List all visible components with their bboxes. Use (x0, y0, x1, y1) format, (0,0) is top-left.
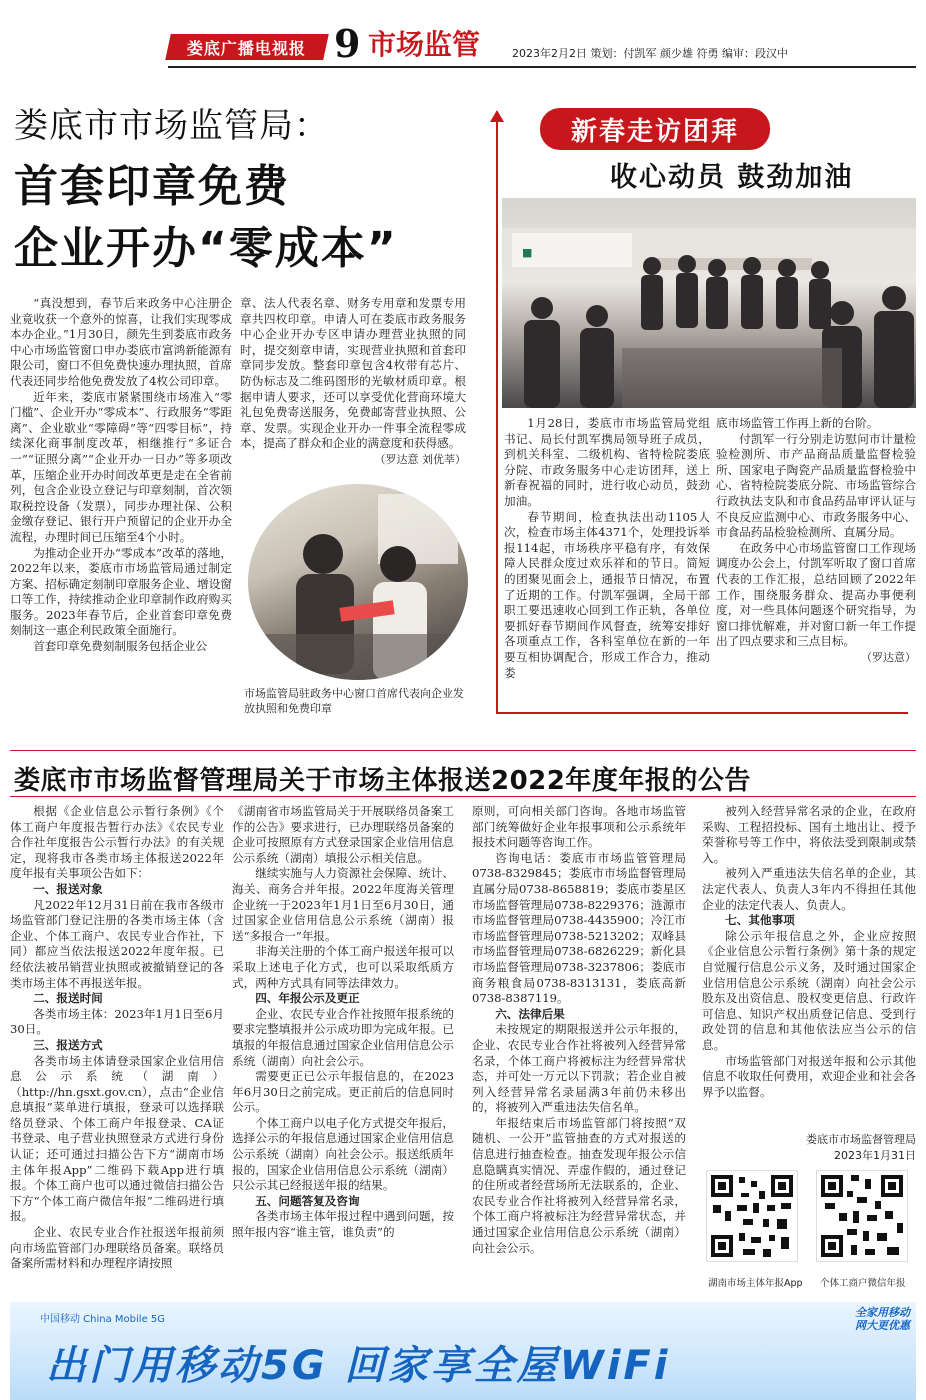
notice-para: 除公示年报信息之外，企业应按照《企业信息公示暂行条例》第十条的规定自觉履行信息公示义务，及时通过国家企业信用信息公示系统（湖南）向社会公示股东及出资信息、股权变更信息、行政许可信息、知识产权出质登记信息、受到行政处罚的信息和其他依法应当公示的信息。 (702, 928, 916, 1052)
lead-para: 章、法人代表名章、财务专用章和发票专用章共四枚印章。申请人可在娄底市政务服务中心企业开办专区申请办理营业执照的同时，提交刻章申请，实现营业执照和首套印章同步发放。整套印章包含4枚带有芯片、防伪标志及二维码图形的光敏材质印章。根据申请人要求，还可以享受优化营商环境大礼包免费寄送服务，免费邮寄营业执照、公章、发票。实现企业开办一件事全流程零成本，提高了群众和企业的满意度和获得感。 (240, 296, 466, 451)
notice-para: 各类市场主体：2023年1月1日至6月30日。 (10, 1006, 224, 1037)
notice-signer: 娄底市市场监督管理局 (806, 1133, 916, 1146)
photo-people-illustration (248, 484, 468, 680)
notice-para: 继续实施与人力资源社会保障、统计、海关、商务合并年报。2022年度海关管理企业统一于2023年1月1日至6月30日，通过国家企业信用信息公示系统（湖南）报送“多报合一”年报。 (232, 866, 454, 943)
app-qr-label: 湖南市场主体年报App (708, 1278, 803, 1289)
paper-name-badge (165, 34, 329, 60)
lead-photo-caption: 市场监管局驻政务中心窗口首席代表向企业发放执照和免费印章 (244, 687, 464, 715)
notice-subheading: 三、报送方式 (33, 1037, 103, 1052)
lead-column-1 (10, 296, 232, 724)
visit-para: 底市场监管工作再上新的台阶。 (716, 416, 879, 430)
notice-para: 凡2022年12月31日前在我市各级市场监管部门登记注册的各类市场主体（含企业、个体工商户、农民专业合作社，下同）都应当依法报送2022年度年报。已经依法被吊销营业执照或被撤销登记的各类市场主体不再报送年报。 (10, 897, 224, 990)
notice-column-3 (472, 804, 686, 1296)
notice-subheading: 七、其他事项 (725, 913, 795, 928)
notice-para: 被列入严重违法失信名单的企业，其法定代表人、负责人3年内不得担任其他企业的法定代表人、负责人。 (702, 866, 916, 912)
visit-subheadline: 收心动员 鼓劲加油 (610, 162, 854, 193)
qr-code-icon (707, 1171, 797, 1261)
notice-column-2 (232, 804, 454, 1296)
wechat-qr-label: 个体工商户微信年报 (820, 1278, 906, 1289)
lead-para: 近年来，娄底市紧紧围绕市场准入“零门槛”、企业开办“零成本”、行政服务“零距离”、企业歇业“零障碍”等“四零目标”，持续深化商事制度改革，相继推行“多证合一”“证照分离”“企业开办一日办”等多项改革，压缩企业开办时间改革更是走在全省前列，包含企业设立登记与印章刻制，首次领取税控设备（发票），同步办理社保、公积金缴存登记、银行开户预留记的企业开办全流程，办理时间已压缩至4个小时。 (10, 389, 232, 544)
notice-para: 市场监管部门对报送年报和公示其他信息不收取任何费用，欢迎企业和社会各界予以监督。 (702, 1053, 916, 1099)
lead-byline: （罗达意 刘优莘） (374, 452, 466, 466)
notice-para: 需要更正已公示年报信息的，在2023年6月30日之前完成。更正前后的信息同时公示。 (232, 1069, 454, 1115)
lead-photo (248, 484, 468, 680)
notice-para: 企业、农民专业合作社按照年报系统的要求完整填报并公示成功即为完成年报。已填报的年报信息通过国家企业信用信息公示系统（湖南）向社会公示。 (232, 1006, 454, 1068)
meeting-room-illustration (502, 198, 916, 408)
visit-para: 春节期间，检查执法出动1105人次，检查市场主体4371个，处理投诉举报114起，市场秩序平稳有序，有效保障人民群众度过欢乐祥和的节日。简短的团聚见面会上，通报节日情况，布置了近期的工作。付凯军强调，全局干部职工要迅速收心回到工作正轨，各单位要抓好春节期间作风督查，统筹安排好各项重点工作，各科室单位在新的一年要互相协调配合，形成工作合力，推动娄 (504, 509, 710, 680)
notice-para: 各类市场主体请登录国家企业信用信息公示系统（湖南）（http://hn.gsxt.gov.cn），点击“企业信息填报”菜单进行填报，登录可以选择联络员登录、个体工商户年报登录、CA证书登录、电子营业执照登录方式进行身份认证；还可通过扫描公告下方“湖南市场主体年报App”二维码下载App进行填报。个体工商户也可以通过微信扫描公告下方“个体工商户微信年报”二维码进行填报。 (10, 1053, 224, 1224)
ad-slogan-line-1: 全家用移动 (855, 1306, 910, 1319)
notice-subheading: 五、问题答复及咨询 (255, 1193, 360, 1208)
notice-column-1 (10, 804, 224, 1296)
lead-headline-1: 首套印章免费 (14, 161, 290, 212)
notice-para: 年报结束后市场监管部门将按照“双随机、一公开”监管抽查的方式对报送的信息进行抽查检查。抽查发现年报公示信息隐瞒真实情况、弄虚作假的，通过登记的住所或者经营场所无法联系的，企业、农民专业合作社将被列入经营异常名录，个体工商户将被标注为经营异常状态，并通过国家企业信用信息公示系统（湖南）向社会公示。 (472, 1115, 686, 1255)
visit-para: 1月28日，娄底市市场监管局党组书记、局长付凯军携局领导班子成员，到机关科室、二级机构、省特检院娄底分院、市政务服务中心走访团拜，送上新春祝福的同时，进行收心动员，鼓劲加油。 (504, 416, 710, 508)
svg-text:■: ■ (522, 246, 533, 259)
notice-para: 原则，可向相关部门咨询。各地市场监管部门统筹做好企业年报事项和公示系统年报技术问题等咨询工作。 (472, 804, 686, 850)
visit-para: 在政务中心市场监管窗口工作现场调度办公会上，付凯军听取了窗口首席代表的工作汇报，总结回顾了2022年工作，围绕服务群众、提高办事便利度，对一些具体问题逐个研究指导，为窗口排忧解难，并对窗口新一年工作提出了四点要求和三点目标。 (716, 540, 916, 649)
notice-para: 企业、农民专业合作社报送年报前须向市场监管部门办理联络员备案。联络员备案所需材料和办理程序请按照 (10, 1225, 224, 1271)
notice-para: 未按规定的期限报送并公示年报的，企业、农民专业合作社将被列入经营异常名录，个体工商户将被标注为经营异常状态，并可处一万元以下罚款；若企业自被列入经营异常名录届满3年前仍未移出的，将被列入严重违法失信名单。 (472, 1022, 686, 1115)
page-number: 9 (334, 21, 361, 66)
notice-column-4 (702, 804, 916, 1132)
lead-para: 首套印章免费刻制服务包括企业公 (33, 639, 208, 654)
frame-rule-horizontal (496, 712, 908, 714)
visit-photo (502, 198, 916, 408)
notice-top-rule (10, 750, 916, 751)
lead-para: 为推动企业开办“零成本”改革的落地，2022年以来，娄底市市场监管局通过制定方案、招标确定刻制印章服务企业、增设窗口等工作，持续推动企业印章制作政府购买服务。2023年春节后，企业首套印章免费刻制这一惠企利民政策全面施行。 (10, 545, 232, 638)
ad-slogan (760, 1306, 910, 1332)
wechat-qr-code[interactable] (816, 1170, 908, 1262)
lead-para: “真没想到，春节后来政务中心注册企业竟收获一个意外的惊喜，让我们实现零成本办企业。”1月30日，颜先生到娄底市政务中心市场监管窗口申办娄底市富鸿新能源有限公司，窗口不但免费快速办理执照，首席代表还同步给他免费发放了4枚公司印章。 (10, 296, 232, 388)
paper-name: 娄底广播电视报 (187, 38, 307, 58)
notice-para: 被列入经营异常名录的企业，在政府采购、工程招投标、国有土地出让、授予荣誉称号等工作中，将依法受到限制或禁入。 (702, 804, 916, 865)
ad-slogan-line-2: 网大更优惠 (855, 1319, 910, 1332)
notice-subheading: 六、法律后果 (495, 1006, 565, 1021)
visit-byline: （罗达意） (861, 650, 916, 664)
lead-kicker: 娄底市市场监管局： (14, 106, 329, 146)
notice-para: 根据《企业信息公示暂行条例》《个体工商户年度报告暂行办法》《农民专业合作社年度报告公示暂行办法》的有关规定，现将我市各类市场主体报送2022年度年报有关事项公告如下： (10, 804, 224, 881)
visit-banner: 新春走访团拜 (540, 108, 770, 150)
china-mobile-logo: 中国移动 China Mobile 5G (40, 1314, 166, 1325)
visit-column-1 (504, 416, 710, 706)
app-qr-code[interactable] (706, 1170, 798, 1262)
notice-para: 个体工商户以电子化方式提交年报后，选择公示的年报信息通过国家企业信用信息公示系统（湖南）向社会公示。报送纸质年报的，国家企业信用信息公示系统（湖南）只公示其已经报送年报的结果。 (232, 1115, 454, 1193)
masthead-rule (168, 66, 916, 68)
notice-para: 各类市场主体年报过程中遇到问题，按照年报内容“谁主管，谁负责”的 (232, 1209, 454, 1240)
visit-para: 付凯军一行分别走访慰问市计量检验检测所、市产品商品质量监督检验所、国家电子陶瓷产品质量监督检验中心、省特检院娄底分院、市场监管综合行政执法支队和市食品药品审评认证与不良反应监测中心、市政务服务中心、市食品药品检验检测所、直属分局。 (716, 431, 916, 540)
notice-subheading: 一、报送对象 (33, 881, 103, 896)
lead-headline-2: 企业开办“零成本” (14, 223, 398, 274)
visit-column-2 (716, 416, 916, 706)
notice-date: 2023年1月31日 (834, 1149, 916, 1162)
notice-para: 咨询电话：娄底市市场监管管理局0738-8329845；娄底市市场监督管理局直属分局0738-8658819；娄底市娄星区市场监督管理局0738-8229376；涟源市市场监督管理局0738-4435900；冷江市市场监督管理局0738-5213202；双峰县市场监督管理局0738-6826229；新化县市场监督管理局0738-3237806；娄底市商务粮食局0738-8313131，娄底高新0738-8387119。 (472, 850, 686, 1006)
notice-subheading: 二、报送时间 (33, 991, 103, 1006)
section-title: 市场监管 (368, 28, 481, 61)
notice-para: 《湖南省市场监管局关于开展联络员备案工作的公告》要求进行，已办理联络员备案的企业可按照原有方式登录国家企业信用信息公示系统（湖南）填报公示相关信息。 (232, 804, 454, 865)
lead-column-2 (240, 296, 466, 474)
frame-rule-vertical (496, 118, 498, 714)
notice-title-rule (10, 796, 916, 797)
qr-code-icon (817, 1171, 907, 1261)
notice-para: 非海关注册的个体工商户报送年报可以采取上述电子化方式，也可以采取纸质方式，两种方式具有同等法律效力。 (232, 944, 454, 990)
ad-headline: 出门用移动5G 回家享全屋WiFi (46, 1343, 671, 1389)
notice-subheading: 四、年报公示及更正 (255, 991, 360, 1006)
issue-meta: 2023年2月2日 策划：付凯军 颜少雄 符勇 编审：段汉中 (512, 47, 788, 60)
notice-title: 娄底市市场监督管理局关于市场主体报送2022年度年报的公告 (14, 766, 751, 796)
